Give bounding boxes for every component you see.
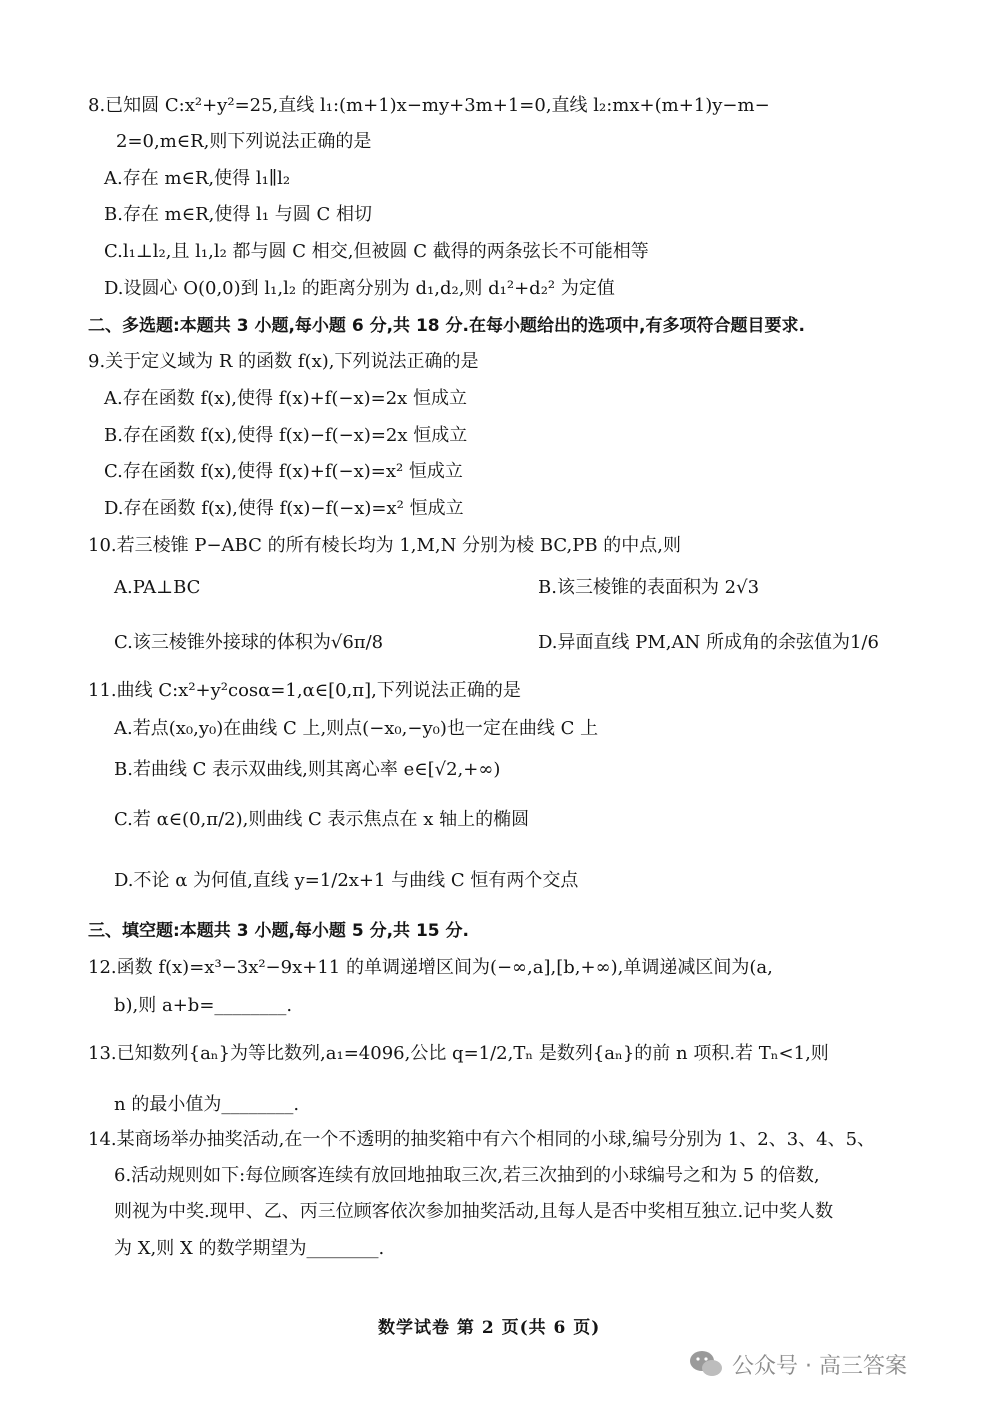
text-line: C.若 α∈(0,π/2),则曲线 C 表示焦点在 x 轴上的椭圆: [114, 809, 530, 830]
text-line: 6.活动规则如下:每位顾客连续有放回地抽取三次,若三次抽到的小球编号之和为 5 的倍数,: [114, 1165, 820, 1186]
text-line: D.设圆心 O(0,0)到 l₁,l₂ 的距离分别为 d₁,d₂,则 d₁²+d₂² 为定值: [104, 278, 615, 299]
text-line: D.异面直线 PM,AN 所成角的余弦值为1/6: [538, 632, 879, 653]
wechat-icon: [688, 1349, 724, 1379]
text-line: A.存在函数 f(x),使得 f(x)+f(−x)=2x 恒成立: [104, 388, 468, 409]
watermark: [688, 1344, 907, 1384]
text-line: 12.函数 f(x)=x³−3x²−9x+11 的单调递增区间为(−∞,a],[b,+∞),单调递减区间为(a,: [88, 957, 773, 978]
text-line: 则视为中奖.现甲、乙、丙三位顾客依次参加抽奖活动,且每人是否中奖相互独立.记中奖人数: [114, 1201, 834, 1222]
text-line: b),则 a+b=________.: [114, 995, 293, 1016]
text-line: C.该三棱锥外接球的体积为√6π/8: [114, 632, 384, 653]
text-line: D.不论 α 为何值,直线 y=1/2x+1 与曲线 C 恒有两个交点: [114, 870, 579, 891]
text-line: B.存在 m∈R,使得 l₁ 与圆 C 相切: [104, 204, 372, 225]
text-line: B.存在函数 f(x),使得 f(x)−f(−x)=2x 恒成立: [104, 425, 468, 446]
text-line: 为 X,则 X 的数学期望为________.: [114, 1238, 385, 1259]
text-line: C.l₁⊥l₂,且 l₁,l₂ 都与圆 C 相交,但被圆 C 截得的两条弦长不可能相等: [104, 241, 649, 262]
text-line: A.PA⊥BC: [114, 577, 201, 598]
text-line: B.该三棱锥的表面积为 2√3: [538, 577, 760, 598]
text-line: 11.曲线 C:x²+y²cosα=1,α∈[0,π],下列说法正确的是: [88, 680, 521, 701]
text-line: 13.已知数列{aₙ}为等比数列,a₁=4096,公比 q=1/2,Tₙ 是数列{aₙ}的前 n 项积.若 Tₙ<1,则: [88, 1043, 829, 1064]
text-line: 2=0,m∈R,则下列说法正确的是: [116, 131, 372, 152]
text-line: 14.某商场举办抽奖活动,在一个不透明的抽奖箱中有六个相同的小球,编号分别为 1、2、3、4、5、: [88, 1129, 876, 1150]
watermark-text: 公众号 · 高三答案: [732, 1353, 907, 1379]
text-line: n 的最小值为________.: [114, 1094, 300, 1115]
text-line: C.存在函数 f(x),使得 f(x)+f(−x)=x² 恒成立: [104, 461, 463, 482]
text-line: 8.已知圆 C:x²+y²=25,直线 l₁:(m+1)x−my+3m+1=0,直线 l₂:mx+(m+1)y−m−: [88, 95, 770, 116]
text-line: D.存在函数 f(x),使得 f(x)−f(−x)=x² 恒成立: [104, 498, 464, 519]
text-line: B.若曲线 C 表示双曲线,则其离心率 e∈[√2,+∞): [114, 759, 501, 780]
page-footer: 数学试卷 第 2 页(共 6 页): [378, 1318, 601, 1338]
section-heading: 三、填空题:本题共 3 小题,每小题 5 分,共 15 分.: [88, 921, 469, 941]
text-line: A.存在 m∈R,使得 l₁∥l₂: [104, 168, 291, 189]
text-line: 10.若三棱锥 P−ABC 的所有棱长均为 1,M,N 分别为棱 BC,PB 的中点,则: [88, 535, 682, 556]
text-line: A.若点(x₀,y₀)在曲线 C 上,则点(−x₀,−y₀)也一定在曲线 C 上: [114, 718, 599, 739]
section-heading: 二、多选题:本题共 3 小题,每小题 6 分,共 18 分.在每小题给出的选项中,有多项符合题目要求.: [88, 316, 805, 336]
text-line: 9.关于定义域为 R 的函数 f(x),下列说法正确的是: [88, 351, 479, 372]
